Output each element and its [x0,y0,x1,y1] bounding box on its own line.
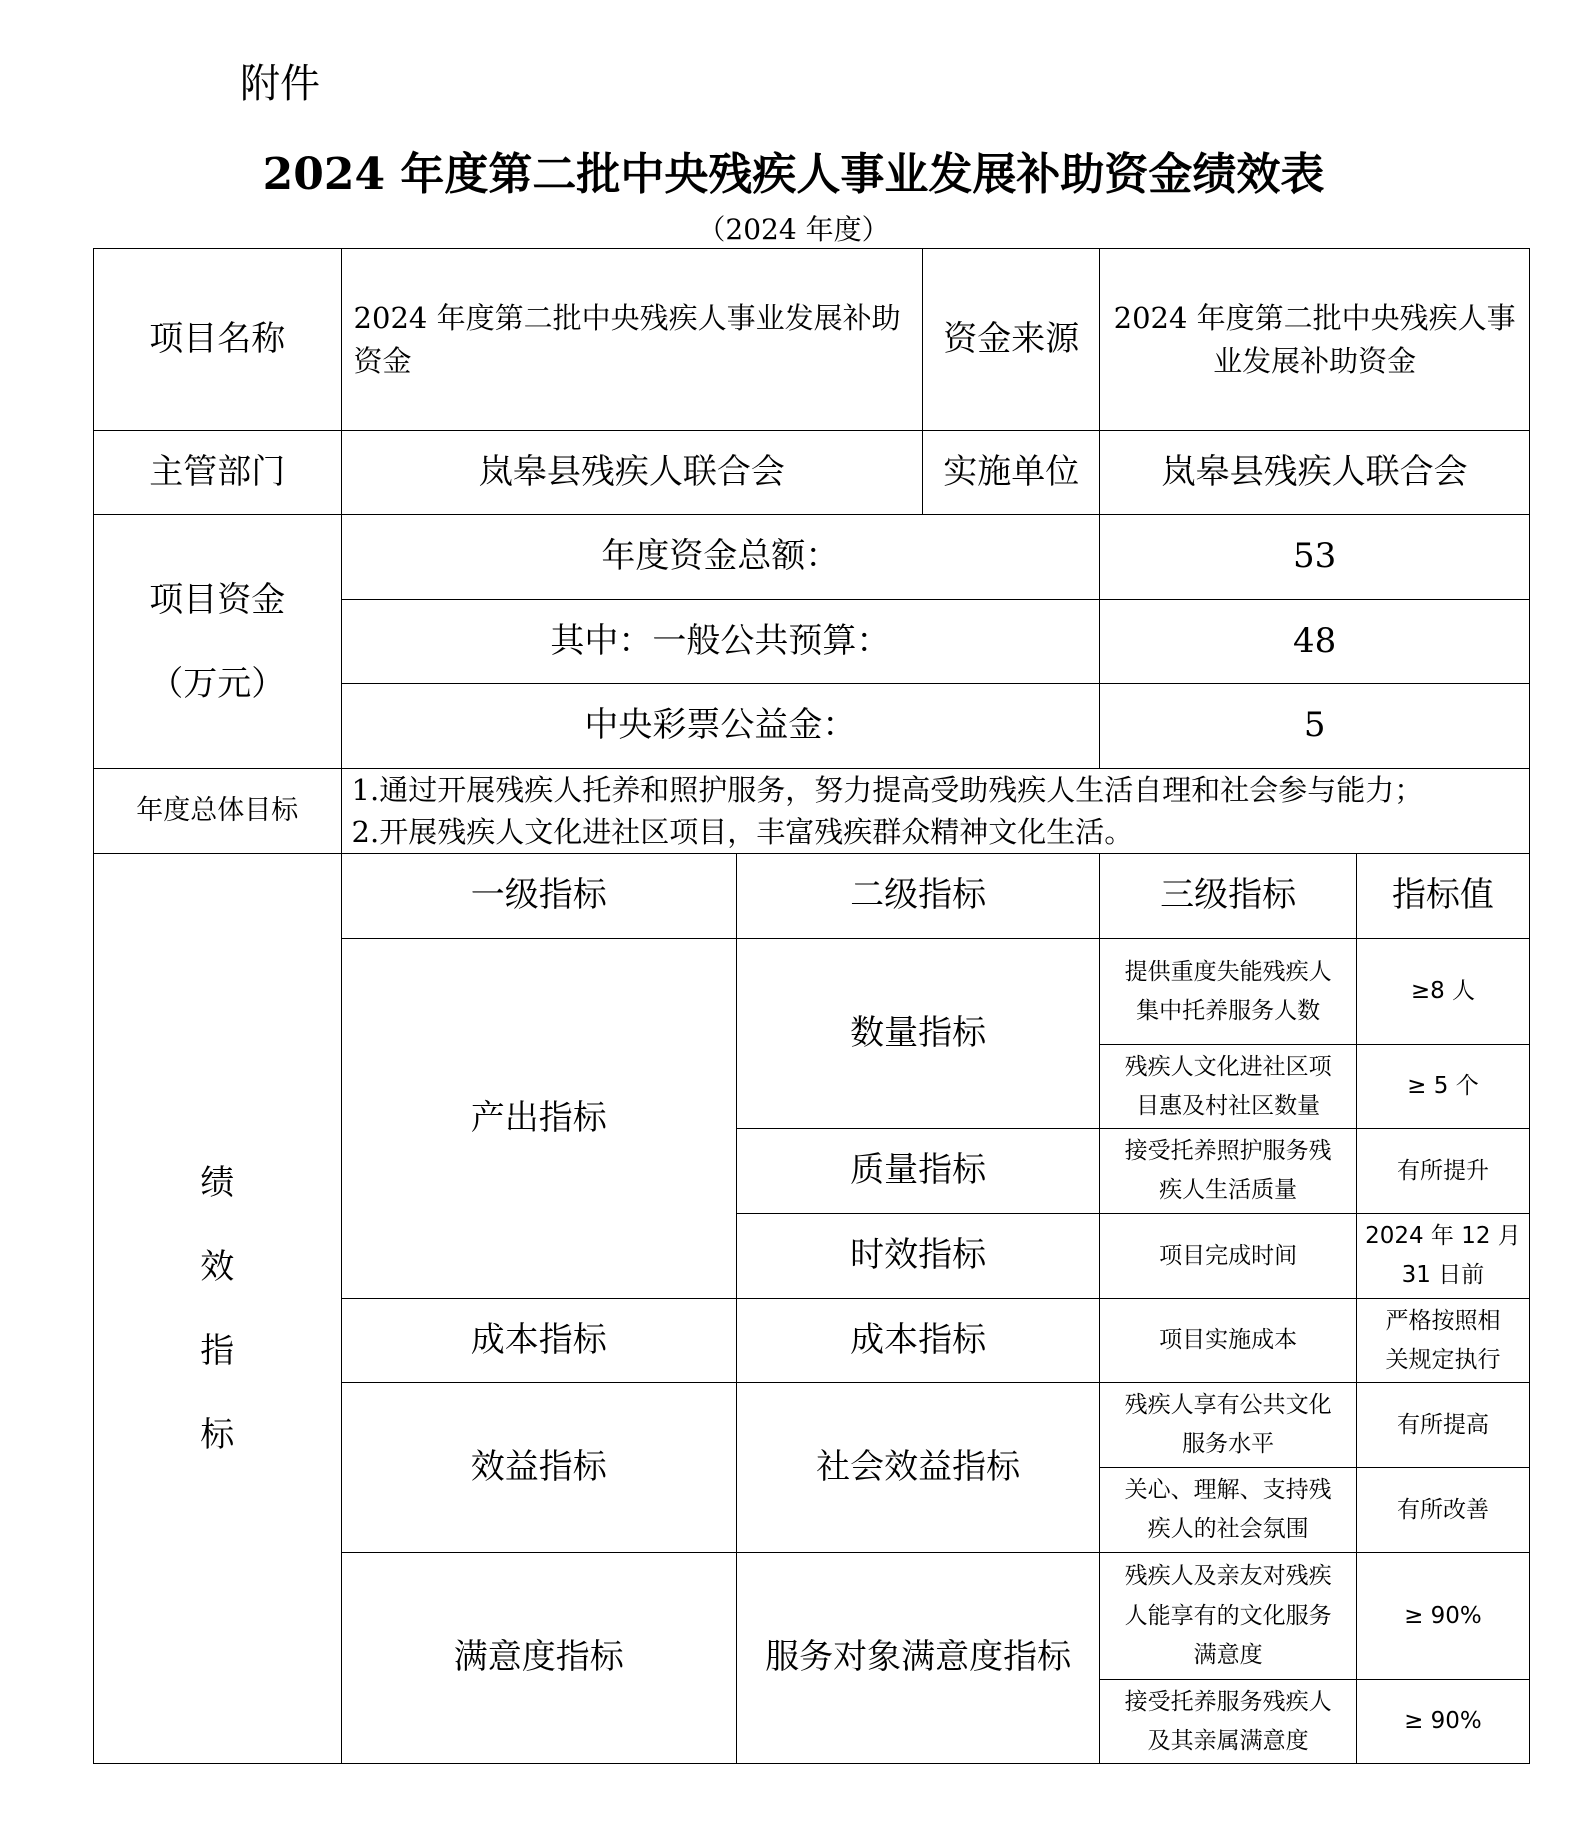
indicator-value [1356,1468,1529,1553]
level3-cell [1100,1468,1357,1553]
dept-label: 主管部门 [94,431,342,515]
funds-total-value: 53 [1100,515,1530,600]
value-line: 有所提升 [1396,1157,1489,1184]
header-level1: 一级指标 [341,854,736,939]
department-row [94,431,1530,515]
goal-line-1: 1.通过开展残疾人托养和照护服务，努力提高受助残疾人生活自理和社会参与能力； [351,773,1424,807]
funds-total-row [94,515,1530,600]
level3-line: 残疾人文化进社区项 [1124,1053,1332,1080]
value-line: ≥ 90% [1404,1602,1482,1629]
goal-line-2: 2.开展残疾人文化进社区项目，丰富残疾群众精神文化生活。 [351,815,1134,850]
indicator-value [1356,1129,1529,1214]
funds-general-label: 其中：一般公共预算： [341,600,1100,684]
document-subtitle: （2024 年度） [697,213,890,246]
level3-line: 人能享有的文化服务 [1124,1602,1332,1629]
indicator-value [1356,1299,1529,1383]
fund-source-label: 资金来源 [923,249,1100,431]
value-line: 严格按照相 [1385,1307,1501,1334]
level3-line: 残疾人享有公共文化 [1124,1392,1332,1418]
level2-quantity: 数量指标 [737,939,1100,1129]
level3-line: 项目实施成本 [1159,1327,1298,1354]
funds-lottery-label: 中央彩票公益金： [341,684,1100,769]
header-level2: 二级指标 [737,854,1100,939]
level3-line: 集中托养服务人数 [1136,997,1321,1024]
funds-label-line2: （万元） [149,663,286,704]
value-line: 31 日前 [1401,1262,1485,1289]
indicator-value [1356,1045,1529,1129]
value-line: ≥8 人 [1410,978,1476,1005]
fund-source-value: 2024 年度第二批中央残疾人事业发展补助资金 [1100,249,1530,431]
performance-indicator-side-label [94,854,342,1764]
level3-line: 残疾人及亲友对残疾 [1124,1563,1332,1590]
side-char-2: 效 [200,1246,235,1287]
value-line: 有所改善 [1396,1496,1489,1523]
side-char-1: 绩 [200,1162,235,1203]
performance-table [93,248,1530,1764]
indicator-value [1356,939,1529,1045]
document-title: 2024 年度第二批中央残疾人事业发展补助资金绩效表 [262,149,1325,200]
funds-total-label: 年度资金总额： [341,515,1100,600]
goal-label: 年度总体目标 [94,769,342,854]
level2-service-satisfaction: 服务对象满意度指标 [737,1553,1100,1764]
level3-line: 接受托养服务残疾人 [1124,1688,1332,1715]
indicator-value [1356,1680,1529,1764]
level3-cell [1100,1680,1357,1764]
level3-line: 满意度 [1193,1641,1263,1668]
level3-line: 疾人的社会氛围 [1147,1516,1309,1543]
level3-line: 关心、理解、支持残 [1124,1477,1332,1503]
level2-cost: 成本指标 [737,1299,1100,1383]
level3-line: 提供重度失能残疾人 [1124,958,1332,985]
level3-cell [1100,939,1357,1045]
value-line: 有所提高 [1396,1411,1489,1438]
level3-line: 项目完成时间 [1159,1242,1298,1269]
level1-output: 产出指标 [341,939,736,1299]
funds-label [94,515,342,769]
level1-cost: 成本指标 [341,1299,736,1383]
level3-line: 接受托养照护服务残 [1124,1138,1332,1164]
side-char-4: 标 [200,1414,235,1455]
indicator-value [1356,1214,1529,1299]
level3-cell [1100,1214,1357,1299]
funds-label-line1: 项目资金 [149,579,286,620]
value-line: 关规定执行 [1385,1346,1501,1373]
level3-line: 服务水平 [1182,1431,1275,1458]
level3-cell [1100,1299,1357,1383]
level2-quality: 质量指标 [737,1129,1100,1214]
project-name-value: 2024 年度第二批中央残疾人事业发展补助资金 [341,249,923,431]
header-value: 指标值 [1356,854,1529,939]
level3-cell [1100,1045,1357,1129]
goal-row [94,769,1530,854]
indicator-header-row [94,854,1530,939]
level2-social-benefit: 社会效益指标 [737,1383,1100,1553]
level3-cell [1100,1383,1357,1468]
impl-label: 实施单位 [923,431,1100,515]
level1-satisfaction: 满意度指标 [341,1553,736,1764]
attachment-label: 附件 [240,61,320,107]
indicator-value [1356,1383,1529,1468]
dept-value: 岚皋县残疾人联合会 [341,431,923,515]
indicator-value [1356,1553,1529,1680]
header-level3: 三级指标 [1100,854,1357,939]
funds-general-value: 48 [1100,600,1530,684]
level3-cell [1100,1553,1357,1680]
value-line: ≥ 5 个 [1407,1073,1479,1100]
level2-timeliness: 时效指标 [737,1214,1100,1299]
value-line: ≥ 90% [1404,1708,1482,1735]
side-char-3: 指 [200,1330,235,1371]
level3-line: 及其亲属满意度 [1147,1727,1309,1754]
level3-line: 目惠及村社区数量 [1136,1092,1321,1119]
level3-cell [1100,1129,1357,1214]
level1-benefit: 效益指标 [341,1383,736,1553]
value-line: 2024 年 12 月 [1365,1223,1521,1249]
project-name-row [94,249,1530,431]
project-name-label: 项目名称 [94,249,342,431]
level3-line: 疾人生活质量 [1159,1177,1298,1204]
funds-lottery-value: 5 [1100,684,1530,769]
goal-text [341,769,1529,854]
impl-value: 岚皋县残疾人联合会 [1100,431,1530,515]
